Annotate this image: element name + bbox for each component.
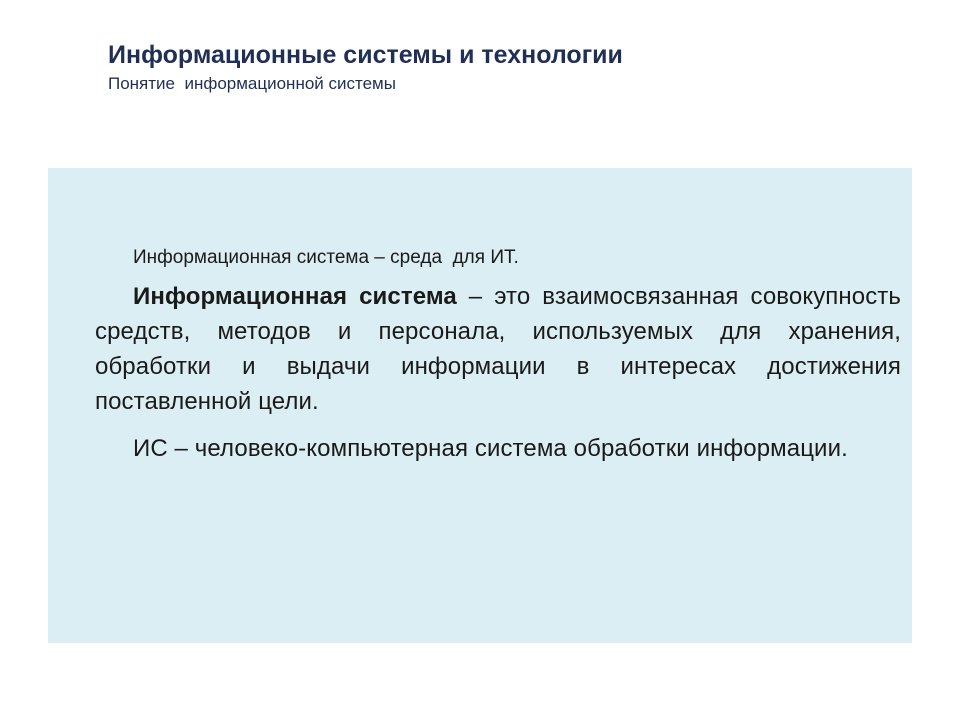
ic-definition-paragraph: ИС – человеко-компьютерная система обработки информации. — [133, 435, 848, 462]
definition-paragraph — [95, 279, 901, 419]
slide-header — [108, 38, 928, 96]
intro-line: Информационная система – среда для ИТ. — [133, 247, 519, 268]
definition-term: Информационная система — [133, 283, 457, 310]
slide-subtitle: Понятие информационной системы — [108, 74, 396, 93]
definition-text: – это взаимосвязанная совокупность средств, методов и персонала, используемых для хранения, обработки и выдачи информации в интересах достижения поставленной цели. — [95, 283, 901, 415]
content-box — [48, 168, 912, 643]
slide-title: Информационные системы и технологии — [108, 41, 623, 69]
content-text — [95, 244, 901, 478]
